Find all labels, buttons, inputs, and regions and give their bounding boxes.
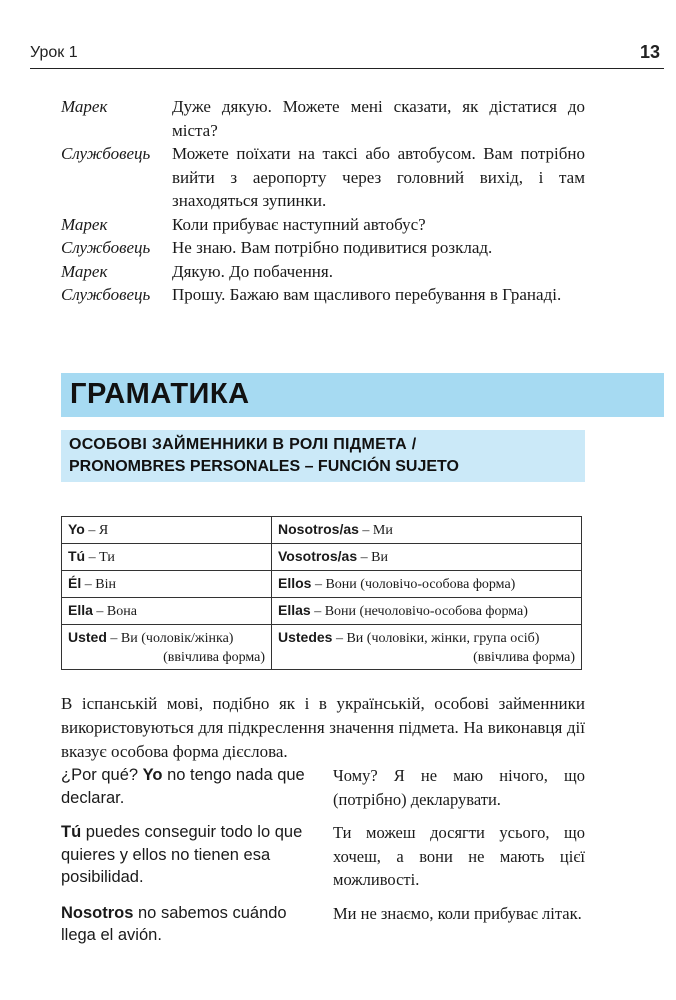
speech-text: Не знаю. Вам потрібно подивитися розклад. xyxy=(172,238,493,257)
spanish-example-rest: no sabemos cuándo llega el avión. xyxy=(61,903,287,944)
section-heading-banner xyxy=(61,430,585,482)
page-number: 13 xyxy=(639,42,660,62)
ukrainian-translation-example: Чому? Я не маю нічого, що (потрібно) декларувати. xyxy=(333,766,585,809)
ukrainian-translation: – Ви xyxy=(357,550,388,565)
speaker-name: Марек xyxy=(61,214,108,234)
table-cell xyxy=(62,625,272,670)
table-cell xyxy=(272,571,582,598)
example-pair xyxy=(61,764,585,811)
emphasized-pronoun: Yo xyxy=(142,766,163,784)
speech-text: Можете поїхати на таксі або автобусом. Вам потрібно вийти з аеропорту через головний вихід, і там знаходяться зупинки. xyxy=(172,144,585,210)
emphasized-pronoun: Nosotros xyxy=(61,903,134,922)
ukrainian-translation-example: Ми не знаємо, коли прибуває літак. xyxy=(333,903,582,923)
spanish-pronoun: Él xyxy=(68,575,82,591)
ukrainian-translation: – Ти xyxy=(85,550,115,565)
examples xyxy=(61,764,585,957)
spanish-example-prefix: ¿Por qué? xyxy=(61,766,143,784)
dialogue-line xyxy=(61,283,585,307)
table-row xyxy=(62,625,582,670)
dialogue xyxy=(61,95,585,307)
table-row xyxy=(62,517,582,544)
grammar-heading-banner xyxy=(61,373,664,417)
table-row xyxy=(62,598,582,625)
pronoun-table xyxy=(61,516,582,670)
speaker-name: Службовець xyxy=(61,285,151,304)
page-header xyxy=(30,42,664,69)
lesson-label: Урок 1 xyxy=(30,44,78,61)
ukrainian-translation: – Вони (нечоловічо-особова форма) xyxy=(310,604,528,619)
spanish-pronoun: Usted xyxy=(68,629,107,645)
section-title-spanish: PRONOMBRES PERSONALES – FUNCIÓN SUJETO xyxy=(69,458,459,475)
speaker-name: Марек xyxy=(61,261,108,281)
explanation-paragraph: В іспанській мові, подібно як і в українській, особові займенники використовуються для підкреслення значення підмета. На виконавця дії вказує особова форма дієслова. xyxy=(61,694,585,761)
section-title-ukrainian: ОСОБОВІ ЗАЙМЕННИКИ В РОЛІ ПІДМЕТА / xyxy=(69,436,417,453)
table-cell xyxy=(62,517,272,544)
spanish-pronoun: Ellas xyxy=(278,602,311,618)
spanish-example xyxy=(61,764,311,811)
table-cell xyxy=(62,544,272,571)
spanish-example-rest: puedes conseguir todo lo que quieres y ellos no tienen esa posibilidad. xyxy=(61,823,303,886)
example-pair xyxy=(61,821,585,892)
dialogue-line xyxy=(61,260,585,284)
example-pair xyxy=(61,902,585,947)
speaker-name: Марек xyxy=(61,97,108,116)
dialogue-line xyxy=(61,95,585,142)
table-cell xyxy=(62,571,272,598)
speech-text: Прошу. Бажаю вам щасливого перебування в Гранаді. xyxy=(172,285,562,304)
speech-text: Коли прибуває наступний автобус? xyxy=(172,214,426,234)
ukrainian-translation: – Вони (чоловічо-особова форма) xyxy=(311,577,516,592)
table-cell xyxy=(272,598,582,625)
ukrainian-translation-example: Ти можеш досягти усього, що хочеш, а вони не мають цієї можливості. xyxy=(333,823,585,889)
spanish-pronoun: Ellos xyxy=(278,575,312,591)
ukrainian-translation: – Ви (чоловік/жінка) xyxy=(106,631,234,646)
spanish-pronoun: Nosotros/as xyxy=(278,521,359,537)
spanish-pronoun: Ella xyxy=(68,602,93,618)
usage-note: (ввічлива форма) xyxy=(163,650,265,665)
usage-note: (ввічлива форма) xyxy=(473,650,575,665)
spanish-pronoun: Tú xyxy=(68,548,86,564)
ukrainian-translation: – Ми xyxy=(358,523,393,538)
spanish-pronoun: Yo xyxy=(68,521,85,537)
dialogue-line xyxy=(61,142,585,213)
emphasized-pronoun: Tú xyxy=(61,823,82,841)
grammar-heading: ГРАМАТИКА xyxy=(70,378,250,410)
dialogue-line xyxy=(61,236,585,260)
speaker-name: Службовець xyxy=(61,144,151,163)
spanish-pronoun: Ustedes xyxy=(278,629,333,645)
dialogue-line xyxy=(61,213,585,237)
speech-text: Дякую. До побачення. xyxy=(172,261,333,281)
table-cell xyxy=(272,625,582,670)
ukrainian-translation: – Він xyxy=(81,577,116,592)
ukrainian-translation: – Я xyxy=(84,523,109,538)
speaker-name: Службовець xyxy=(61,238,151,257)
table-cell xyxy=(272,544,582,571)
speech-text: Дуже дякую. Можете мені сказати, як дістатися до міста? xyxy=(172,97,585,140)
spanish-pronoun: Vosotros/as xyxy=(278,548,358,564)
table-cell xyxy=(62,598,272,625)
table-row xyxy=(62,544,582,571)
table-cell xyxy=(272,517,582,544)
ukrainian-translation: – Вона xyxy=(92,604,137,619)
spanish-example xyxy=(61,821,311,892)
table-row xyxy=(62,571,582,598)
spanish-example xyxy=(61,902,311,947)
ukrainian-translation: – Ви (чоловіки, жінки, група осіб) xyxy=(332,631,540,646)
spanish-example-rest: no tengo nada que declarar. xyxy=(61,766,305,807)
